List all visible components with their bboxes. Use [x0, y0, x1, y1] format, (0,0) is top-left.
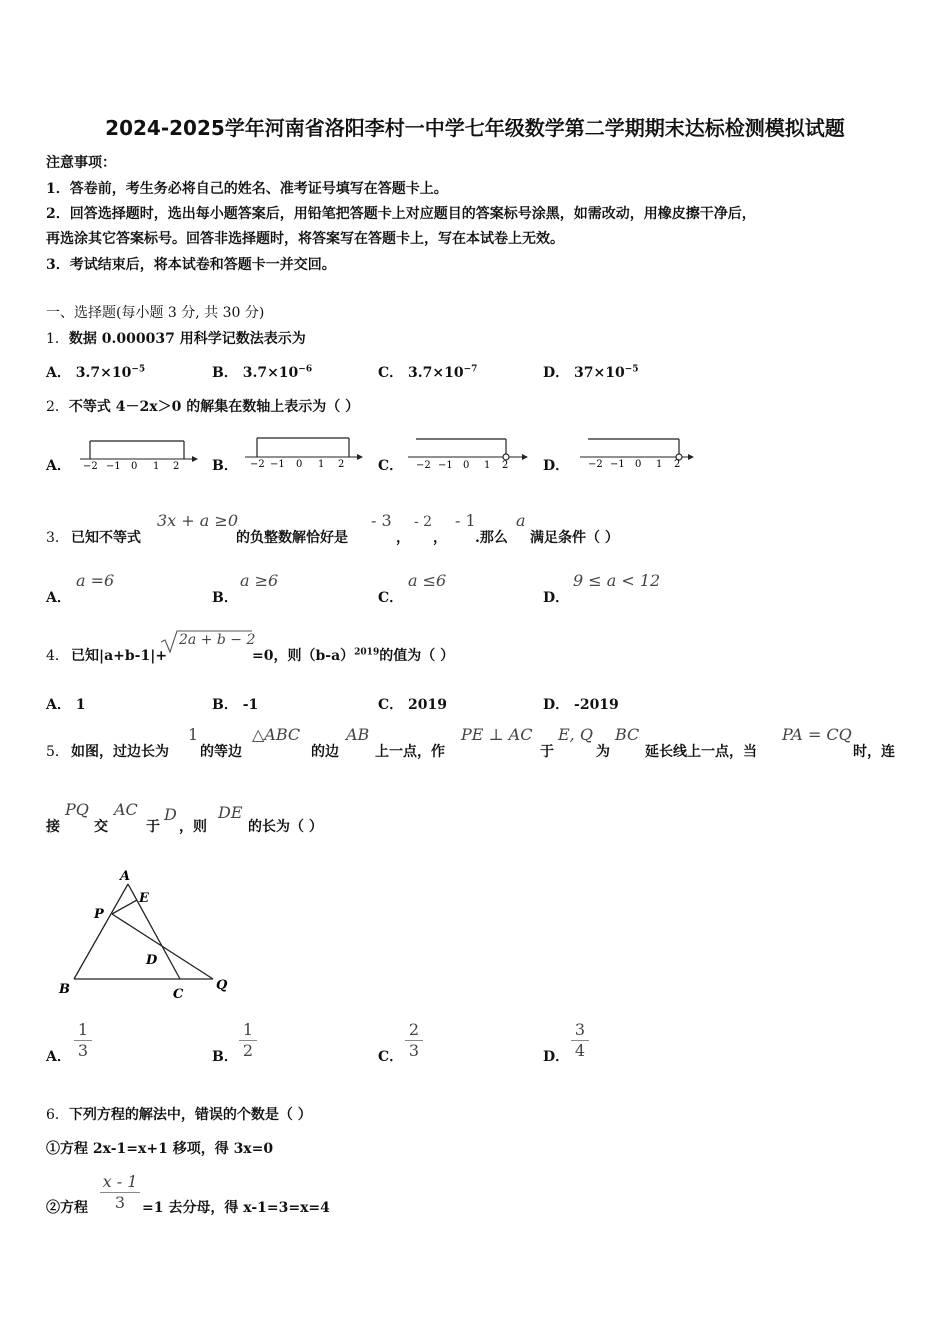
q2d-tick-1: −2 [588, 459, 603, 470]
q6-number: 6． [46, 1107, 69, 1123]
q2-a-number-line [80, 433, 200, 473]
q5-m4: PE ⊥ AC [461, 725, 533, 744]
q1-b-label: B． [212, 365, 238, 381]
q5-d-label[interactable]: D． [543, 1049, 570, 1065]
q1-a-exp: −5 [131, 364, 146, 375]
q5-a-label[interactable]: A． [46, 1049, 71, 1065]
label-p: P [94, 907, 104, 922]
q4-sqrt-inner: 2a + b − 2 [179, 632, 256, 648]
q2-b-number-line [245, 433, 365, 473]
q5-c-num: 2 [408, 1020, 420, 1039]
q1-option-a[interactable] [46, 362, 145, 382]
q4-exponent: 2019 [354, 647, 380, 658]
side-ab [74, 884, 128, 979]
q1-c-exp: −7 [463, 364, 478, 375]
q3-a-label[interactable]: A． [46, 590, 71, 606]
q2a-tick-3: 0 [131, 461, 138, 472]
q2d-tick-2: −1 [610, 459, 625, 470]
question-1 [46, 328, 306, 348]
q5-t3: 的边 [311, 744, 339, 760]
q4-post [252, 645, 454, 665]
q4-a-label: A． [46, 697, 71, 713]
q2-b-label[interactable]: B． [212, 458, 238, 474]
q2-d-label[interactable]: D． [543, 458, 570, 474]
q3-d-math: 9 ≤ a < 12 [573, 571, 661, 590]
q2-c-label[interactable]: C． [378, 458, 404, 474]
q4-post2-text: 的值为（ ） [379, 648, 455, 664]
q5-t9: 接 [46, 819, 60, 835]
q6-item-2-post: =1 去分母，得 x-1=3=x=4 [142, 1200, 330, 1216]
q5-m3: AB [346, 725, 370, 744]
q5-a-den: 3 [74, 1040, 92, 1061]
q5-b-den: 2 [239, 1040, 257, 1061]
q2b-tick-2: −1 [270, 459, 285, 470]
q1-option-c[interactable] [378, 362, 477, 382]
q6-stem: 下列方程的解法中，错误的个数是（ ） [68, 1107, 312, 1123]
q1-c-base: 3.7×10 [408, 365, 464, 381]
q4-post-text: =0，则（b-a） [252, 648, 355, 664]
notice-item-1: 1．答卷前，考生务必将自己的姓名、准考证号填写在答题卡上。 [46, 181, 448, 197]
q1-d-label: D． [543, 365, 570, 381]
q3-a-math: a =6 [76, 571, 115, 590]
q6-item-2-den: 3 [100, 1192, 140, 1213]
q1-option-d[interactable] [543, 362, 639, 382]
page-title: 2024-2025学年河南省洛阳李村一中学七年级数学第二学期期末达标检测模拟试题 [105, 116, 845, 140]
q2a-tick-5: 2 [173, 461, 180, 472]
q4-b-label: B． [212, 697, 238, 713]
q2c-tick-1: −2 [416, 460, 431, 471]
q1-option-b[interactable] [212, 362, 312, 382]
segment-pe [112, 900, 137, 914]
q5-d-num: 3 [574, 1020, 586, 1039]
q2-d-number-line [580, 433, 705, 473]
label-b: B [59, 982, 70, 997]
q3-mid: 的负整数解恰好是 [236, 530, 348, 546]
q5-t4: 上一点，作 [375, 744, 445, 760]
q5-t5: 于 [540, 744, 554, 760]
q4-option-c[interactable] [378, 694, 447, 714]
q2d-tick-5: 2 [674, 459, 681, 470]
q4-c-label: C． [378, 697, 404, 713]
q4-c-val: 2019 [408, 697, 447, 713]
q5-t12: ，则 [179, 819, 207, 835]
q3-comma-2: ， [433, 530, 447, 546]
q3-comma-1: ， [396, 530, 410, 546]
section-heading: 一、选择题(每小题 3 分, 共 30 分) [46, 305, 265, 321]
question-2 [46, 396, 359, 416]
q2-c-number-line [408, 427, 533, 473]
q1-a-base: 3.7×10 [75, 365, 132, 381]
q5-c-label[interactable]: C． [378, 1049, 404, 1065]
q2d-tick-4: 1 [656, 459, 663, 470]
label-a: A [120, 869, 131, 884]
q2b-tick-4: 1 [318, 459, 325, 470]
notice-heading: 注意事项： [46, 155, 116, 171]
q5-t2: 的等边 [200, 744, 242, 760]
q5-c-fraction [405, 1020, 423, 1061]
q3-d-label[interactable]: D． [543, 590, 570, 606]
q6-item-2-pre: ②方程 [46, 1200, 88, 1216]
q3-post2: 满足条件（ ） [530, 530, 619, 546]
q2d-tick-3: 0 [635, 459, 642, 470]
q5-m6: BC [615, 725, 640, 744]
q3-value-1: - 3 [371, 511, 392, 530]
q1-b-exp: −6 [298, 364, 313, 375]
q4-d-val: -2019 [574, 697, 619, 713]
q5-m8: PQ [65, 800, 89, 819]
q4-option-a[interactable] [46, 694, 86, 714]
q5-t1: 如图，过边长为 [71, 744, 169, 760]
q5-b-num: 1 [242, 1020, 254, 1039]
q2c-tick-2: −1 [438, 460, 453, 471]
q4-a-val: 1 [75, 697, 86, 713]
q5-d-fraction [571, 1020, 589, 1061]
q5-m2: △ABC [252, 725, 301, 744]
label-c: C [173, 987, 184, 1002]
q5-t11: 于 [146, 819, 160, 835]
q3-post: .那么 [475, 530, 508, 546]
q3-pre: 已知不等式 [71, 530, 141, 546]
q5-a-fraction [74, 1020, 92, 1061]
q3-b-math: a ≥6 [240, 571, 279, 590]
q2a-tick-4: 1 [153, 461, 160, 472]
q1-a-label: A． [46, 365, 71, 381]
q4-option-b[interactable] [212, 694, 258, 714]
q5-t6: 为 [596, 744, 610, 760]
q3-inequality: 3x + a ≥0 [157, 511, 238, 530]
q6-item-1: ①方程 2x-1=x+1 移项，得 3x=0 [46, 1141, 274, 1157]
label-e: E [139, 891, 149, 906]
q5-t10: 交 [94, 819, 108, 835]
q1-stem: 数据 0.000037 用科学记数法表示为 [68, 331, 306, 347]
q2-stem: 不等式 4－2x＞0 的解集在数轴上表示为（ ） [68, 399, 360, 415]
q2-number: 2． [46, 399, 69, 415]
q4-number: 4． [46, 648, 69, 664]
q5-c-den: 3 [405, 1040, 423, 1061]
segment-pq [112, 914, 213, 979]
q3-value-2: - 2 [414, 514, 433, 530]
q3-c-label[interactable]: C． [378, 590, 404, 606]
q5-m1: 1 [188, 725, 199, 744]
q2c-tick-3: 0 [463, 460, 470, 471]
q4-option-d[interactable] [543, 694, 619, 714]
q5-m9: AC [114, 800, 138, 819]
q3-var: a [516, 511, 526, 530]
q2b-tick-3: 0 [296, 459, 303, 470]
q5-number: 5． [46, 744, 69, 760]
q5-m11: DE [218, 803, 243, 822]
label-q: Q [216, 978, 228, 993]
q3-number: 3． [46, 530, 69, 546]
q1-d-base: 37×10 [574, 365, 625, 381]
q5-t13: 的长为（ ） [248, 819, 323, 835]
notice-item-3: 3．考试结束后，将本试卷和答题卡一并交回。 [46, 257, 336, 273]
q6-item-2-fraction [100, 1172, 140, 1213]
q4-pre: 已知|a+b-1|+ [71, 648, 168, 664]
q2-a-label[interactable]: A． [46, 458, 71, 474]
q5-t7: 延长线上一点，当 [645, 744, 757, 760]
q2b-tick-1: −2 [250, 459, 265, 470]
q5-a-num: 1 [77, 1020, 89, 1039]
q2c-tick-5: 2 [502, 460, 509, 471]
q2b-tick-5: 2 [338, 459, 345, 470]
q3-b-label[interactable]: B． [212, 590, 238, 606]
q5-triangle-figure [50, 862, 250, 1007]
notice-item-2-line-2: 再选涂其它答案标号。回答非选择题时，将答案写在答题卡上，写在本试卷上无效。 [46, 231, 564, 247]
q4-d-label: D． [543, 697, 570, 713]
q5-m5: E, Q [558, 725, 593, 744]
question-6 [46, 1104, 312, 1124]
label-d: D [146, 953, 158, 968]
q5-d-den: 4 [571, 1040, 589, 1061]
q4-b-val: -1 [242, 697, 259, 713]
q2a-tick-1: −2 [83, 461, 98, 472]
q1-d-exp: −5 [624, 364, 639, 375]
notice-item-2-line-1: 2．回答选择题时，选出每小题答案后，用铅笔把答题卡上对应题目的答案标号涂黑，如需改动，用橡皮擦干净后， [46, 206, 756, 222]
q5-m7: PA = CQ [782, 725, 852, 744]
q3-c-math: a ≤6 [408, 571, 447, 590]
q2a-tick-2: −1 [106, 461, 121, 472]
q5-b-fraction [239, 1020, 257, 1061]
q1-b-base: 3.7×10 [242, 365, 299, 381]
q5-t8: 时，连 [853, 744, 895, 760]
q3-value-3: - 1 [455, 511, 476, 530]
q5-b-label[interactable]: B． [212, 1049, 238, 1065]
q5-m10: D [164, 805, 177, 824]
q1-number: 1． [46, 331, 69, 347]
q6-item-2-num: x - 1 [102, 1172, 138, 1191]
q2c-tick-4: 1 [484, 460, 491, 471]
q1-c-label: C． [378, 365, 404, 381]
